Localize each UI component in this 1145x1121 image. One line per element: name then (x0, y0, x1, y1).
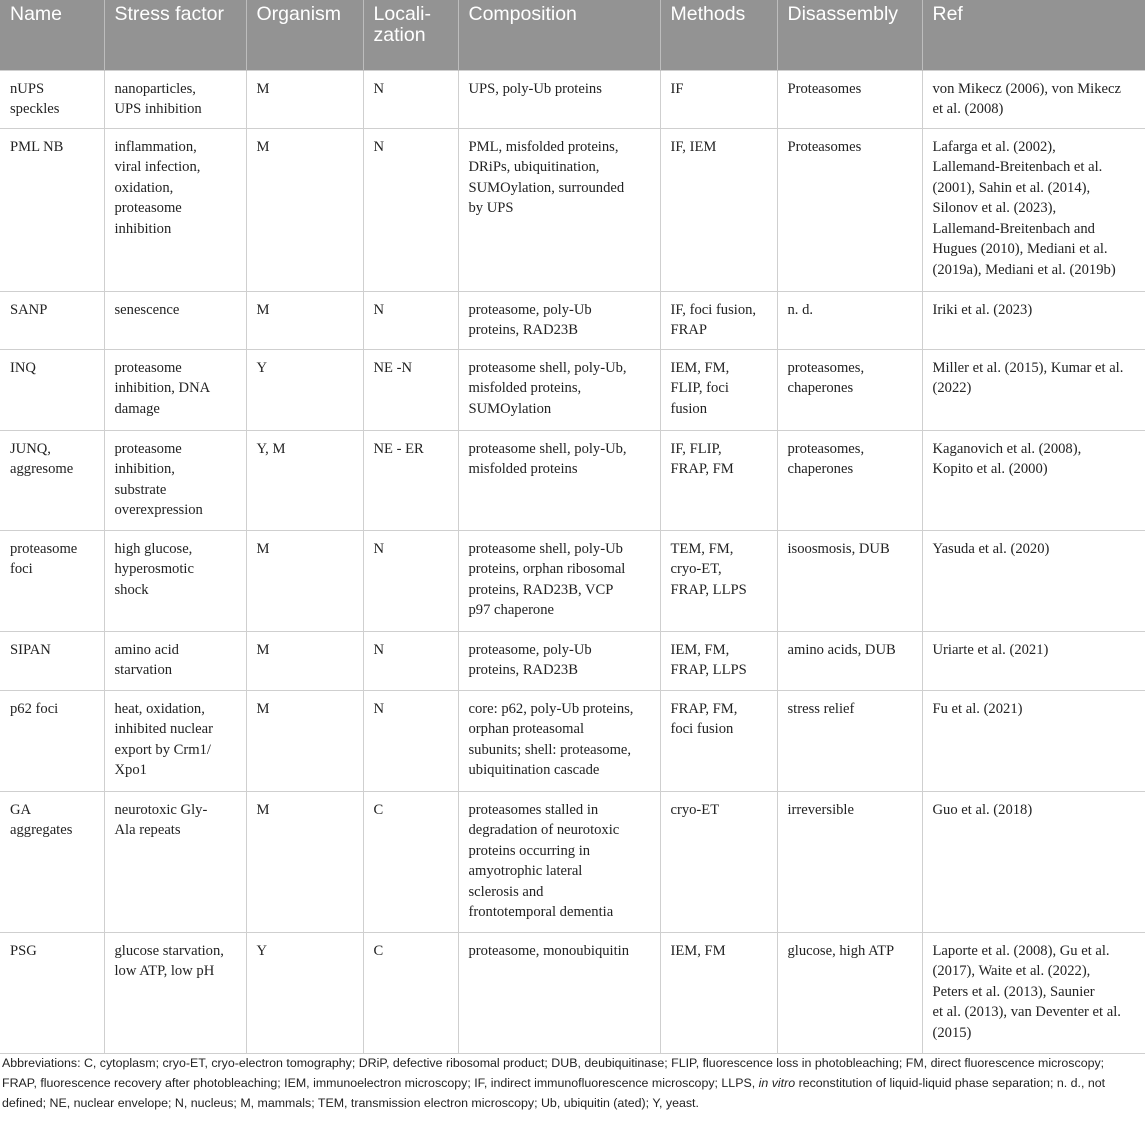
cell-disassembly: Proteasomes (777, 128, 922, 291)
cell-methods: IEM, FM (660, 932, 777, 1053)
cell-name: PSG (0, 932, 104, 1053)
cell-name: GA aggregates (0, 791, 104, 932)
header-name: Name (0, 0, 104, 70)
cell-methods: TEM, FM, cryo-ET, FRAP, LLPS (660, 530, 777, 631)
cell-localization: C (363, 932, 458, 1053)
cell-name: SIPAN (0, 631, 104, 690)
cell-ref: von Mikecz (2006), von Mikecz et al. (2008) (922, 70, 1145, 128)
cell-ref: Miller et al. (2015), Kumar et al. (2022) (922, 349, 1145, 430)
cell-ref: Guo et al. (2018) (922, 791, 1145, 932)
cell-stress-factor: heat, oxidation, inhibited nuclear export by Crm1/ Xpo1 (104, 690, 246, 791)
cell-methods: IEM, FM, FRAP, LLPS (660, 631, 777, 690)
cell-organism: Y, M (246, 430, 363, 530)
table-header-row (0, 0, 1145, 70)
cell-localization: NE -N (363, 349, 458, 430)
cell-disassembly: amino acids, DUB (777, 631, 922, 690)
cell-composition: proteasome, poly-Ub proteins, RAD23B (458, 631, 660, 690)
header-localization: Locali- zation (363, 0, 458, 70)
cell-name: PML NB (0, 128, 104, 291)
cell-methods: IF, IEM (660, 128, 777, 291)
table-row (0, 291, 1145, 349)
cell-organism: M (246, 631, 363, 690)
cell-disassembly: proteasomes, chaperones (777, 430, 922, 530)
cell-organism: Y (246, 932, 363, 1053)
cell-methods: IF (660, 70, 777, 128)
header-stress-factor: Stress factor (104, 0, 246, 70)
cell-methods: IEM, FM, FLIP, foci fusion (660, 349, 777, 430)
cell-stress-factor: neurotoxic Gly- Ala repeats (104, 791, 246, 932)
cell-ref: Iriki et al. (2023) (922, 291, 1145, 349)
cell-organism: M (246, 70, 363, 128)
cell-disassembly: glucose, high ATP (777, 932, 922, 1053)
header-composition: Composition (458, 0, 660, 70)
cell-organism: M (246, 791, 363, 932)
cell-localization: N (363, 291, 458, 349)
cell-disassembly: n. d. (777, 291, 922, 349)
cell-localization: C (363, 791, 458, 932)
cell-composition: proteasome shell, poly-Ub, misfolded proteins (458, 430, 660, 530)
header-disassembly: Disassembly (777, 0, 922, 70)
cell-stress-factor: nanoparticles, UPS inhibition (104, 70, 246, 128)
table-footnote (2, 1053, 1140, 1113)
cell-methods: FRAP, FM, foci fusion (660, 690, 777, 791)
cell-organism: M (246, 690, 363, 791)
footnote-italic-term: in vitro (758, 1076, 796, 1090)
table-row (0, 128, 1145, 291)
cell-localization: NE - ER (363, 430, 458, 530)
cell-composition: proteasome shell, poly-Ub proteins, orphan ribosomal proteins, RAD23B, VCP p97 chaperone (458, 530, 660, 631)
cell-stress-factor: inflammation, viral infection, oxidation, proteasome inhibition (104, 128, 246, 291)
cell-name: JUNQ, aggresome (0, 430, 104, 530)
cell-stress-factor: proteasome inhibition, DNA damage (104, 349, 246, 430)
cell-organism: M (246, 291, 363, 349)
cell-composition: PML, misfolded proteins, DRiPs, ubiquitination, SUMOylation, surrounded by UPS (458, 128, 660, 291)
cell-ref: Uriarte et al. (2021) (922, 631, 1145, 690)
cell-localization: N (363, 70, 458, 128)
cell-name: proteasome foci (0, 530, 104, 631)
cell-stress-factor: proteasome inhibition, substrate overexpression (104, 430, 246, 530)
table-row (0, 530, 1145, 631)
cell-composition: proteasome shell, poly-Ub, misfolded proteins, SUMOylation (458, 349, 660, 430)
cell-organism: M (246, 128, 363, 291)
cell-name: nUPS speckles (0, 70, 104, 128)
cell-stress-factor: senescence (104, 291, 246, 349)
cell-composition: proteasome, poly-Ub proteins, RAD23B (458, 291, 660, 349)
cell-composition: UPS, poly-Ub proteins (458, 70, 660, 128)
table-row (0, 690, 1145, 791)
table-row (0, 932, 1145, 1053)
table-row (0, 631, 1145, 690)
header-methods: Methods (660, 0, 777, 70)
cell-ref: Fu et al. (2021) (922, 690, 1145, 791)
cell-stress-factor: high glucose, hyperosmotic shock (104, 530, 246, 631)
cell-disassembly: proteasomes, chaperones (777, 349, 922, 430)
cell-localization: N (363, 530, 458, 631)
cell-name: SANP (0, 291, 104, 349)
cell-ref: Laporte et al. (2008), Gu et al. (2017), Waite et al. (2022), Peters et al. (2013), Saunier et al. (2013), van Deventer et al. (2015) (922, 932, 1145, 1053)
table-row (0, 430, 1145, 530)
table-row (0, 791, 1145, 932)
table-row (0, 70, 1145, 128)
cell-disassembly: stress relief (777, 690, 922, 791)
cell-composition: core: p62, poly-Ub proteins, orphan proteasomal subunits; shell: proteasome, ubiquitination cascade (458, 690, 660, 791)
header-organism: Organism (246, 0, 363, 70)
cell-localization: N (363, 690, 458, 791)
cell-stress-factor: amino acid starvation (104, 631, 246, 690)
cell-composition: proteasomes stalled in degradation of neurotoxic proteins occurring in amyotrophic lateral sclerosis and frontotemporal dementia (458, 791, 660, 932)
cell-name: INQ (0, 349, 104, 430)
header-ref: Ref (922, 0, 1145, 70)
cell-methods: IF, FLIP, FRAP, FM (660, 430, 777, 530)
cell-composition: proteasome, monoubiquitin (458, 932, 660, 1053)
cell-disassembly: Proteasomes (777, 70, 922, 128)
cell-ref: Lafarga et al. (2002), Lallemand-Breitenbach et al. (2001), Sahin et al. (2014), Silonov et al. (2023), Lallemand-Breitenbach and Hugues (2010), Mediani et al. (2019a), Mediani et al. (2019b) (922, 128, 1145, 291)
cell-name: p62 foci (0, 690, 104, 791)
cell-disassembly: irreversible (777, 791, 922, 932)
cell-organism: Y (246, 349, 363, 430)
cell-methods: cryo-ET (660, 791, 777, 932)
cell-localization: N (363, 631, 458, 690)
cell-localization: N (363, 128, 458, 291)
cell-ref: Yasuda et al. (2020) (922, 530, 1145, 631)
cell-disassembly: isoosmosis, DUB (777, 530, 922, 631)
footnote-text-start: Abbreviations: C, cytoplasm; cryo-ET, cryo-electron tomography; DRiP, defective ribosomal product; DUB, deubiquitinase; FLIP, fluorescence loss in photobleaching; FM, direct fluorescence microscopy; FRAP, fluorescence recovery after photobleaching; IEM, immunoelectron microscopy; IF, indirect immunofluorescence microscopy; LLPS, (2, 1056, 1105, 1090)
cell-ref: Kaganovich et al. (2008), Kopito et al. (2000) (922, 430, 1145, 530)
table-row (0, 349, 1145, 430)
cell-methods: IF, foci fusion, FRAP (660, 291, 777, 349)
cell-stress-factor: glucose starvation, low ATP, low pH (104, 932, 246, 1053)
footnote-text-end: reconstitution of liquid-liquid phase separation; n. d., not defined; NE, nuclear envelope; N, nucleus; M, mammals; TEM, transmission electron microscopy; Ub, ubiquitin (ated); Y, yeast. (2, 1076, 1106, 1110)
cell-organism: M (246, 530, 363, 631)
